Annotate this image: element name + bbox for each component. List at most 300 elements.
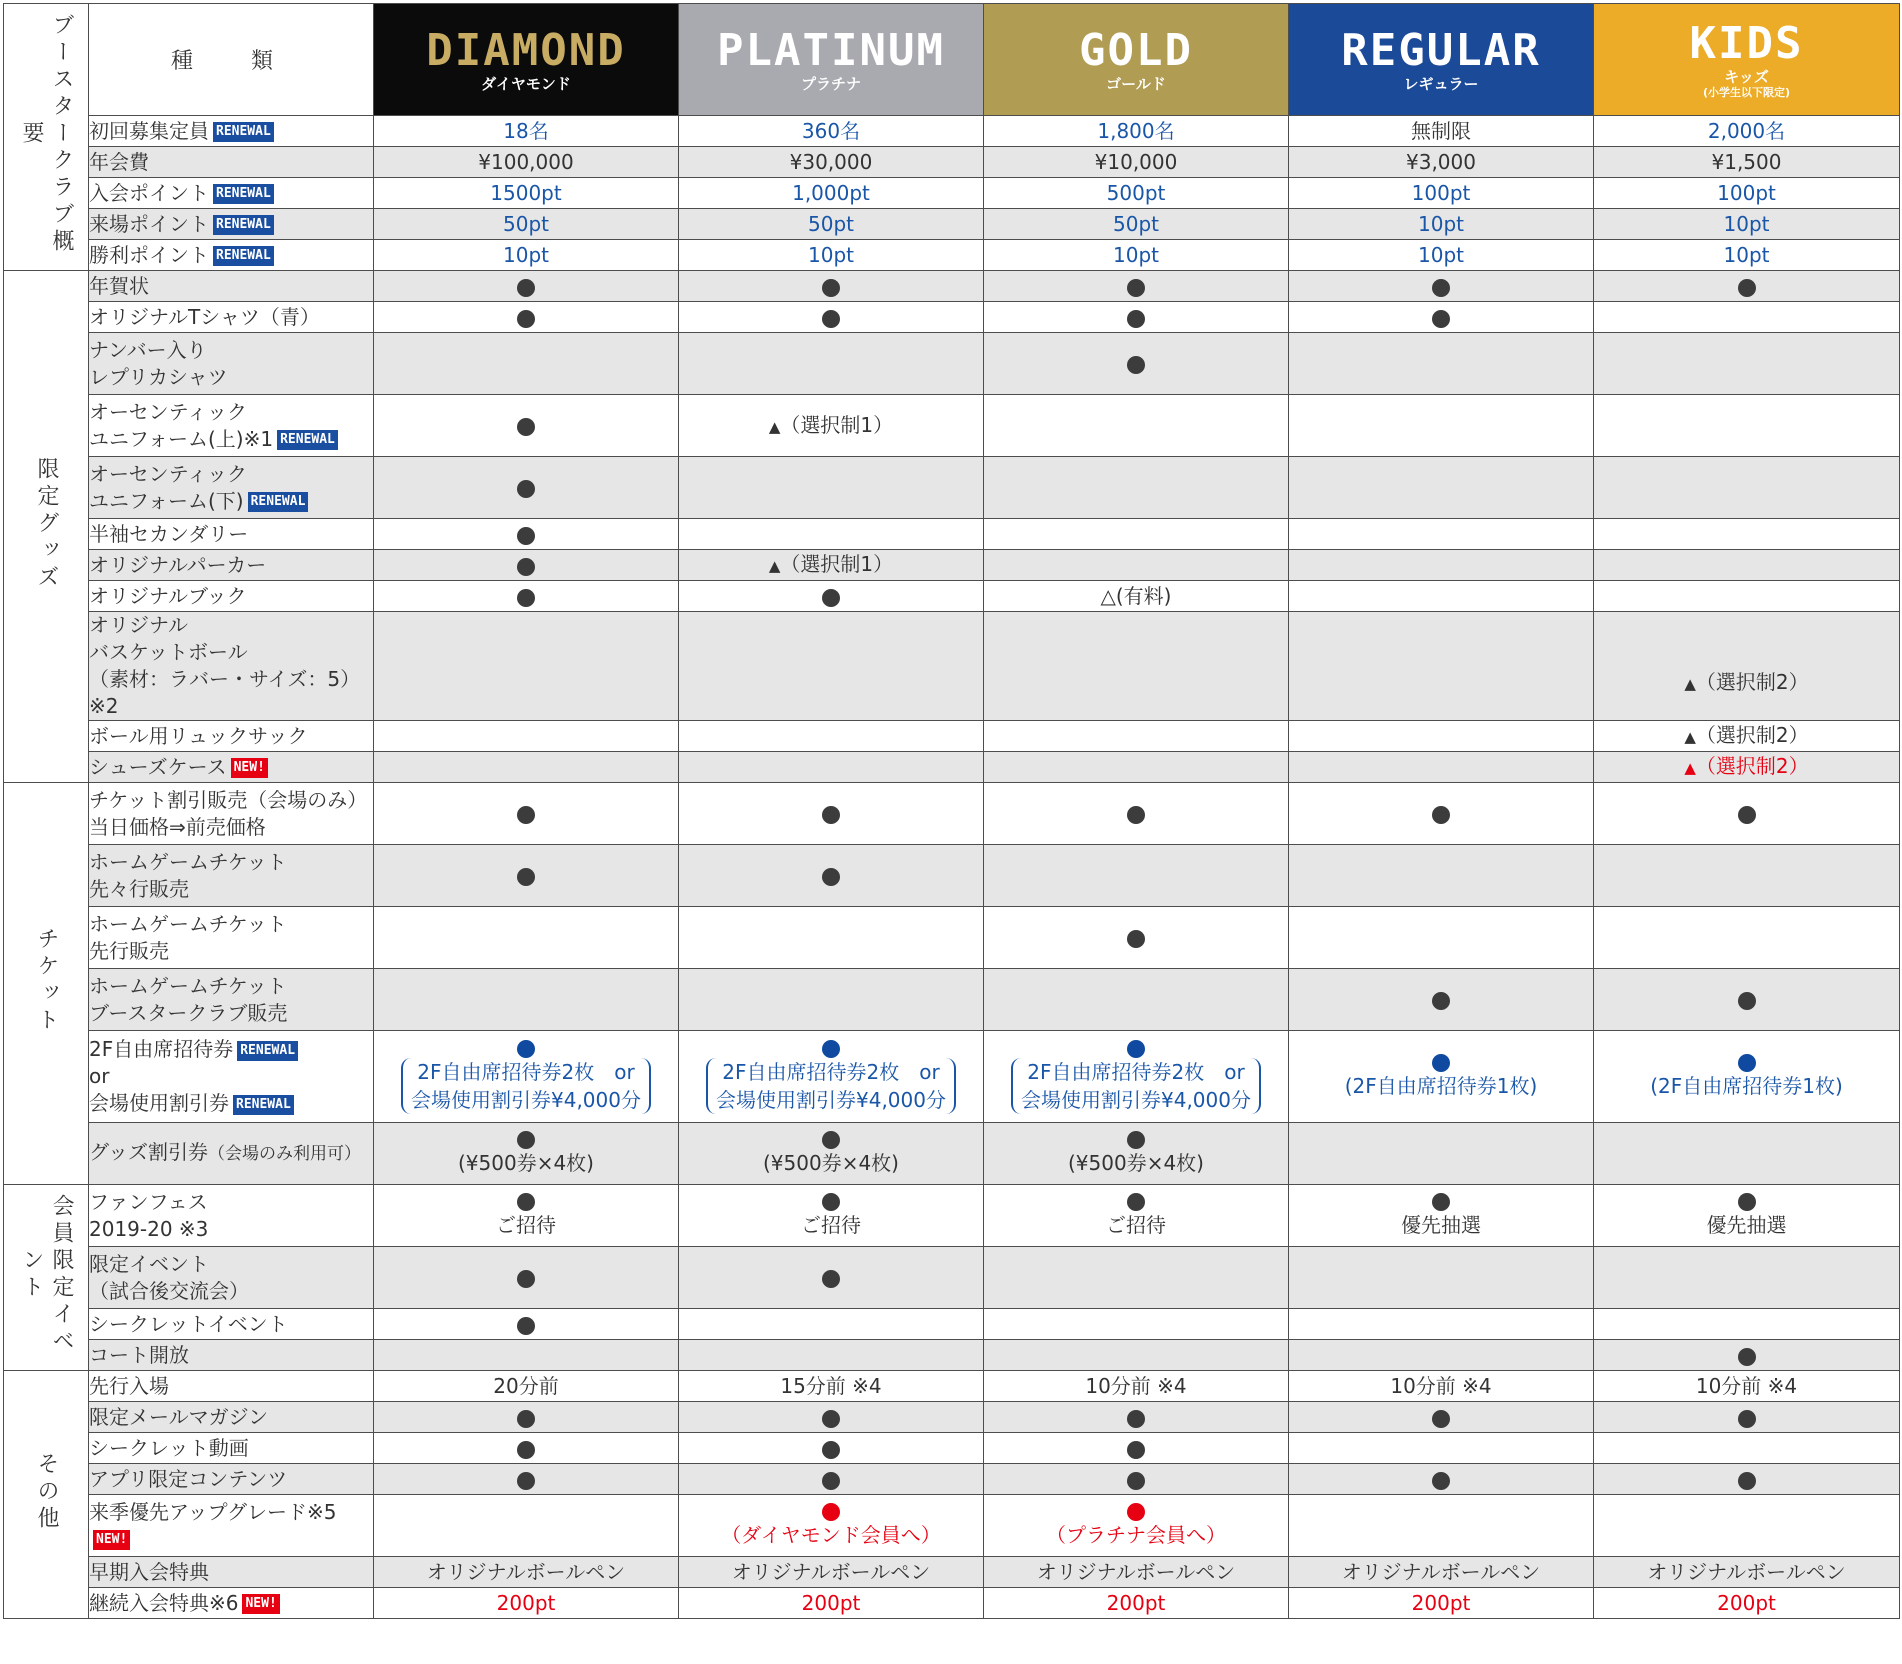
invite-line: 2F自由席招待券2枚 or [417,1059,635,1084]
filled-circle-icon [1127,279,1145,297]
cell-kids [1594,1433,1900,1464]
filled-circle-icon [1738,1054,1756,1072]
label-line: （試合後交流会） [89,1278,249,1303]
cell-kids [1594,395,1900,457]
filled-circle-icon [1432,279,1450,297]
row-label [89,1588,374,1619]
filled-circle-icon [822,1503,840,1521]
row-goods-coupon [4,1123,1900,1185]
row-basketball [4,612,1900,721]
cell-gold [984,612,1289,721]
cell-platinum [679,1309,984,1340]
filled-circle-icon [1432,1410,1450,1428]
upgrade-target: （プラチナ会員へ） [1046,1522,1226,1547]
new-badge: NEW! [231,758,268,778]
filled-circle-icon [822,1441,840,1459]
cell-kids [1594,1031,1900,1123]
cell-diamond [374,1340,679,1371]
filled-circle-icon [517,1131,535,1149]
filled-circle-icon [1432,1193,1450,1211]
win-diamond: 10pt [374,240,679,271]
cell-diamond [374,519,679,550]
bonus-diamond: オリジナルボールペン [374,1557,679,1588]
win-points-label: 勝利ポイント [89,242,209,267]
renewal-badge: RENEWAL [248,492,309,512]
renewal-badge: RENEWAL [213,184,274,204]
cell-kids [1594,845,1900,907]
filled-circle-icon [1738,806,1756,824]
section-overview-label: ブースタークラブ概要 [19,13,74,256]
early-bonus-label: 早期入会特典 [89,1557,374,1588]
renewal-badge: RENEWAL [213,122,274,142]
tier-kana-gold: ゴールド [1106,74,1166,93]
choice-note: （選択制2） [1695,723,1809,747]
label-text: グッズ割引券 [89,1140,208,1164]
cell-platinum [679,395,984,457]
label-line: オーセンティック [89,461,247,486]
cell-platinum [679,1495,984,1557]
cell-gold: △(有料) [984,581,1289,612]
cell-regular [1289,907,1594,969]
join-diamond: 1500pt [374,178,679,209]
cell-gold [984,1247,1289,1309]
tier-name-gold: GOLD [1079,24,1193,76]
invite-line: 2F自由席招待券2枚 or [1027,1059,1245,1084]
mail-label: 限定メールマガジン [89,1402,374,1433]
club-sale-label [89,969,374,1031]
cell-platinum [679,550,984,581]
row-join-points [4,178,1900,209]
basketball-label [89,612,374,721]
cell-kids [1594,752,1900,783]
row-parka [4,550,1900,581]
label-line: チケット割引販売（会場のみ） [89,787,368,812]
cell-gold [984,845,1289,907]
filled-circle-icon [517,279,535,297]
choice-note: （選択制2） [1695,754,1809,778]
cell-gold [984,1309,1289,1340]
presale-label [89,907,374,969]
tier-header-diamond [374,4,679,116]
cell-diamond [374,1402,679,1433]
renew-bonus-label: 継続入会特典※6 [89,1590,239,1615]
cell-platinum [679,1185,984,1247]
label-line: 当日価格⇒前売価格 [89,814,266,839]
fanfes-value: 優先抽選 [1401,1212,1481,1237]
filled-circle-icon [822,279,840,297]
cell-gold [984,907,1289,969]
filled-circle-icon [1738,1410,1756,1428]
invite-line: 会場使用割引券¥4,000分 [716,1087,946,1112]
label-line: レプリカシャツ [89,364,228,389]
cell-diamond [374,752,679,783]
cell-gold [984,519,1289,550]
label-line: オーセンティック [89,399,247,424]
cell-kids [1594,1309,1900,1340]
cell-regular [1289,1123,1594,1185]
tier-kana-kids: キッズ [1724,67,1769,86]
label-line: ホームゲームチケット [89,911,287,936]
secret-event-label: シークレットイベント [89,1309,374,1340]
bonus-platinum: オリジナルボールペン [679,1557,984,1588]
label-line: 2019-20 ※3 [89,1216,209,1241]
row-preprepresale [4,845,1900,907]
cell-platinum [679,845,984,907]
row-app [4,1464,1900,1495]
row-video [4,1433,1900,1464]
filled-circle-icon [822,589,840,607]
filled-circle-icon [517,589,535,607]
cell-diamond [374,1247,679,1309]
filled-circle-icon [1738,279,1756,297]
cell-diamond [374,907,679,969]
cell-diamond [374,612,679,721]
cell-diamond [374,550,679,581]
cell-diamond [374,969,679,1031]
tshirt-label: オリジナルTシャツ（青） [89,302,374,333]
tier-kana-regular: レギュラー [1403,74,1479,93]
cell-gold [984,1464,1289,1495]
label-text: ユニフォーム(下) [89,488,244,513]
secondary-label: 半袖セカンダリー [89,519,374,550]
choice-note: （選択制1） [780,552,894,576]
court-label: コート開放 [89,1340,374,1371]
cell-regular [1289,721,1594,752]
cell-kids [1594,457,1900,519]
renewal-badge: RENEWAL [237,1041,298,1061]
filled-circle-icon [1432,806,1450,824]
row-presale [4,907,1900,969]
label-line [89,488,373,515]
cell-regular [1289,1340,1594,1371]
row-authentic-top [4,395,1900,457]
renewal-badge: RENEWAL [213,215,274,235]
row-renew-bonus [4,1588,1900,1619]
benefits-grid [3,3,1900,1619]
renew-gold: 200pt [984,1588,1289,1619]
cell-kids [1594,1247,1900,1309]
capacity-regular: 無制限 [1289,116,1594,147]
cell-gold [984,271,1289,302]
cell-diamond [374,333,679,395]
cell-gold [984,395,1289,457]
cell-regular [1289,519,1594,550]
coupon-value: (¥500券×4枚) [458,1150,594,1175]
filled-circle-icon [822,868,840,886]
triangle-icon: ▲ [1684,675,1696,693]
label-sub: （会場のみ利用可） [208,1144,361,1164]
invite-option-box [401,1058,651,1114]
filled-circle-icon [822,1410,840,1428]
cell-kids [1594,581,1900,612]
cell-platinum [679,581,984,612]
filled-circle-icon [1738,1472,1756,1490]
upgrade-label: 来季優先アップグレード※5 [89,1499,337,1524]
backpack-label: ボール用リュックサック [89,721,374,752]
cell-regular [1289,457,1594,519]
win-regular: 10pt [1289,240,1594,271]
cell-diamond [374,1433,679,1464]
triangle-icon: ▲ [768,417,781,436]
choice-note: （選択制1） [780,412,894,437]
cell-kids [1594,1495,1900,1557]
upgrade-target: （ダイヤモンド会員へ） [721,1522,941,1547]
row-club-sale [4,969,1900,1031]
label-line [89,1090,373,1117]
filled-circle-icon [822,1472,840,1490]
filled-circle-icon [517,310,535,328]
cell-diamond [374,1185,679,1247]
video-label: シークレット動画 [89,1433,374,1464]
cell-diamond [374,302,679,333]
filled-circle-icon [1127,1193,1145,1211]
filled-circle-icon [1738,1348,1756,1366]
renew-platinum: 200pt [679,1588,984,1619]
renewal-badge: RENEWAL [233,1095,294,1115]
filled-circle-icon [1738,1193,1756,1211]
row-invite [4,1031,1900,1123]
visit-gold: 50pt [984,209,1289,240]
filled-circle-icon [1127,1410,1145,1428]
cell-kids [1594,969,1900,1031]
cell-regular [1289,1402,1594,1433]
visit-diamond: 50pt [374,209,679,240]
parka-label: オリジナルパーカー [89,550,374,581]
new-year-card-label: 年賀状 [89,271,374,302]
filled-circle-icon [517,1410,535,1428]
filled-circle-icon [517,558,535,576]
row-label [89,209,374,240]
invite-line: 会場使用割引券¥4,000分 [411,1087,641,1112]
label-text: 会場使用割引券 [89,1091,229,1115]
cell-regular [1289,1495,1594,1557]
row-annual-fee [4,147,1900,178]
cell-platinum [679,457,984,519]
fee-gold: ¥10,000 [984,147,1289,178]
row-new-year-card [4,271,1900,302]
new-badge: NEW! [242,1594,279,1614]
filled-circle-icon [517,480,535,498]
cell-gold [984,969,1289,1031]
app-label: アプリ限定コンテンツ [89,1464,374,1495]
filled-circle-icon [1127,806,1145,824]
row-limited-event [4,1247,1900,1309]
row-win-points [4,240,1900,271]
capacity-label: 初回募集定員 [89,118,209,143]
label-line: 限定イベント [89,1251,209,1276]
label-line: 先々行販売 [89,876,189,901]
coupon-value: (¥500券×4枚) [763,1150,899,1175]
filled-circle-icon [1127,1441,1145,1459]
invite-label [89,1031,374,1123]
cell-gold [984,550,1289,581]
filled-circle-icon [1432,1054,1450,1072]
row-court [4,1340,1900,1371]
fee-regular: ¥3,000 [1289,147,1594,178]
renew-kids: 200pt [1594,1588,1900,1619]
row-tshirt [4,302,1900,333]
filled-circle-icon [822,1193,840,1211]
tier-name-kids: KIDS [1689,17,1804,69]
label-line: ファンフェス [89,1189,208,1214]
cell-gold [984,1402,1289,1433]
filled-circle-icon [822,310,840,328]
cell-platinum [679,721,984,752]
shoecase-label: シューズケース [89,754,227,779]
row-upgrade [4,1495,1900,1557]
cell-platinum [679,752,984,783]
entry-regular: 10分前 ※4 [1289,1371,1594,1402]
cell-platinum [679,1031,984,1123]
invite-line: 2F自由席招待券2枚 or [722,1059,940,1084]
filled-circle-icon [822,1040,840,1058]
join-gold: 500pt [984,178,1289,209]
authentic-bottom-label [89,457,374,519]
tier-header-platinum [679,4,984,116]
renew-regular: 200pt [1289,1588,1594,1619]
cell-gold [984,1031,1289,1123]
filled-circle-icon [1127,1503,1145,1521]
tier-header-gold [984,4,1289,116]
row-book [4,581,1900,612]
cell-diamond [374,271,679,302]
cell-diamond [374,1123,679,1185]
cell-platinum [679,1464,984,1495]
goods-coupon-label [89,1123,374,1185]
filled-circle-icon [822,1270,840,1288]
cell-regular [1289,1464,1594,1495]
cell-platinum [679,612,984,721]
cell-kids [1594,302,1900,333]
fee-diamond: ¥100,000 [374,147,679,178]
section-overview [4,4,89,271]
cell-regular [1289,1433,1594,1464]
cell-regular [1289,1309,1594,1340]
cell-regular [1289,783,1594,845]
entry-gold: 10分前 ※4 [984,1371,1289,1402]
annual-fee-label: 年会費 [89,147,374,178]
filled-circle-icon [1127,1472,1145,1490]
cell-gold [984,457,1289,519]
cell-gold [984,1185,1289,1247]
row-replica [4,333,1900,395]
label-line: （素材：ラバー・サイズ：5）※2 [89,667,361,718]
filled-circle-icon [517,806,535,824]
entry-platinum: 15分前 ※4 [679,1371,984,1402]
tier-name-regular: REGULAR [1341,24,1541,76]
section-ticket [4,783,89,1185]
cell-kids [1594,783,1900,845]
coupon-value: (¥500券×4枚) [1068,1150,1204,1175]
early-entry-label: 先行入場 [89,1371,374,1402]
cell-kids [1594,519,1900,550]
invite-single: (2F自由席招待券1枚) [1650,1073,1843,1098]
filled-circle-icon [1432,310,1450,328]
capacity-gold: 1,800名 [984,116,1289,147]
row-secondary [4,519,1900,550]
cell-diamond [374,845,679,907]
cell-gold [984,783,1289,845]
fanfes-value: ご招待 [801,1212,861,1237]
triangle-icon: ▲ [768,557,781,575]
visit-regular: 10pt [1289,209,1594,240]
win-platinum: 10pt [679,240,984,271]
fanfes-value: 優先抽選 [1706,1212,1787,1237]
renewal-badge: RENEWAL [277,430,338,450]
join-platinum: 1,000pt [679,178,984,209]
cell-kids [1594,1123,1900,1185]
capacity-platinum: 360名 [679,116,984,147]
cell-diamond [374,1495,679,1557]
cell-regular [1289,612,1594,721]
filled-circle-icon [1127,356,1145,374]
cell-platinum [679,1247,984,1309]
cell-diamond [374,783,679,845]
label-line: ホームゲームチケット [89,973,287,998]
cell-kids [1594,907,1900,969]
fanfes-label [89,1185,374,1247]
row-label [89,1495,374,1557]
cell-platinum [679,333,984,395]
invite-single: (2F自由席招待券1枚) [1344,1073,1538,1098]
invite-option-box [1011,1058,1261,1114]
cell-diamond [374,1464,679,1495]
label-line [89,1036,373,1063]
cell-platinum [679,519,984,550]
tier-header-kids [1594,4,1900,116]
cell-diamond [374,1031,679,1123]
filled-circle-icon [1432,1472,1450,1490]
join-kids: 100pt [1594,178,1900,209]
header-type-label: 種 類 [89,4,374,116]
cell-regular [1289,550,1594,581]
row-label [89,116,374,147]
invite-option-box [706,1058,956,1114]
row-label [89,178,374,209]
renew-diamond: 200pt [374,1588,679,1619]
cell-gold [984,1495,1289,1557]
cell-kids [1594,550,1900,581]
replica-label [89,333,374,395]
cell-platinum [679,1340,984,1371]
row-mail [4,1402,1900,1433]
cell-gold [984,721,1289,752]
win-gold: 10pt [984,240,1289,271]
cell-regular [1289,845,1594,907]
label-line: ブースタークラブ販売 [89,1000,288,1025]
label-line: ホームゲームチケット [89,849,287,874]
filled-circle-icon [1127,1131,1145,1149]
bonus-gold: オリジナルボールペン [984,1557,1289,1588]
cell-gold [984,333,1289,395]
tier-header-regular [1289,4,1594,116]
cell-regular [1289,1185,1594,1247]
capacity-diamond: 18名 [374,116,679,147]
section-other [4,1371,89,1619]
cell-platinum [679,271,984,302]
label-line: バスケットボール [89,640,248,664]
bonus-regular: オリジナルボールペン [1289,1557,1594,1588]
fanfes-value: ご招待 [496,1212,556,1237]
cell-gold [984,752,1289,783]
visit-points-label: 来場ポイント [89,211,209,236]
visit-platinum: 50pt [679,209,984,240]
section-event-label: 会員限定イベント [19,1194,74,1356]
cell-regular [1289,271,1594,302]
label-line: ナンバー入り [89,337,207,362]
section-other-label: その他 [34,1451,59,1533]
filled-circle-icon [822,806,840,824]
